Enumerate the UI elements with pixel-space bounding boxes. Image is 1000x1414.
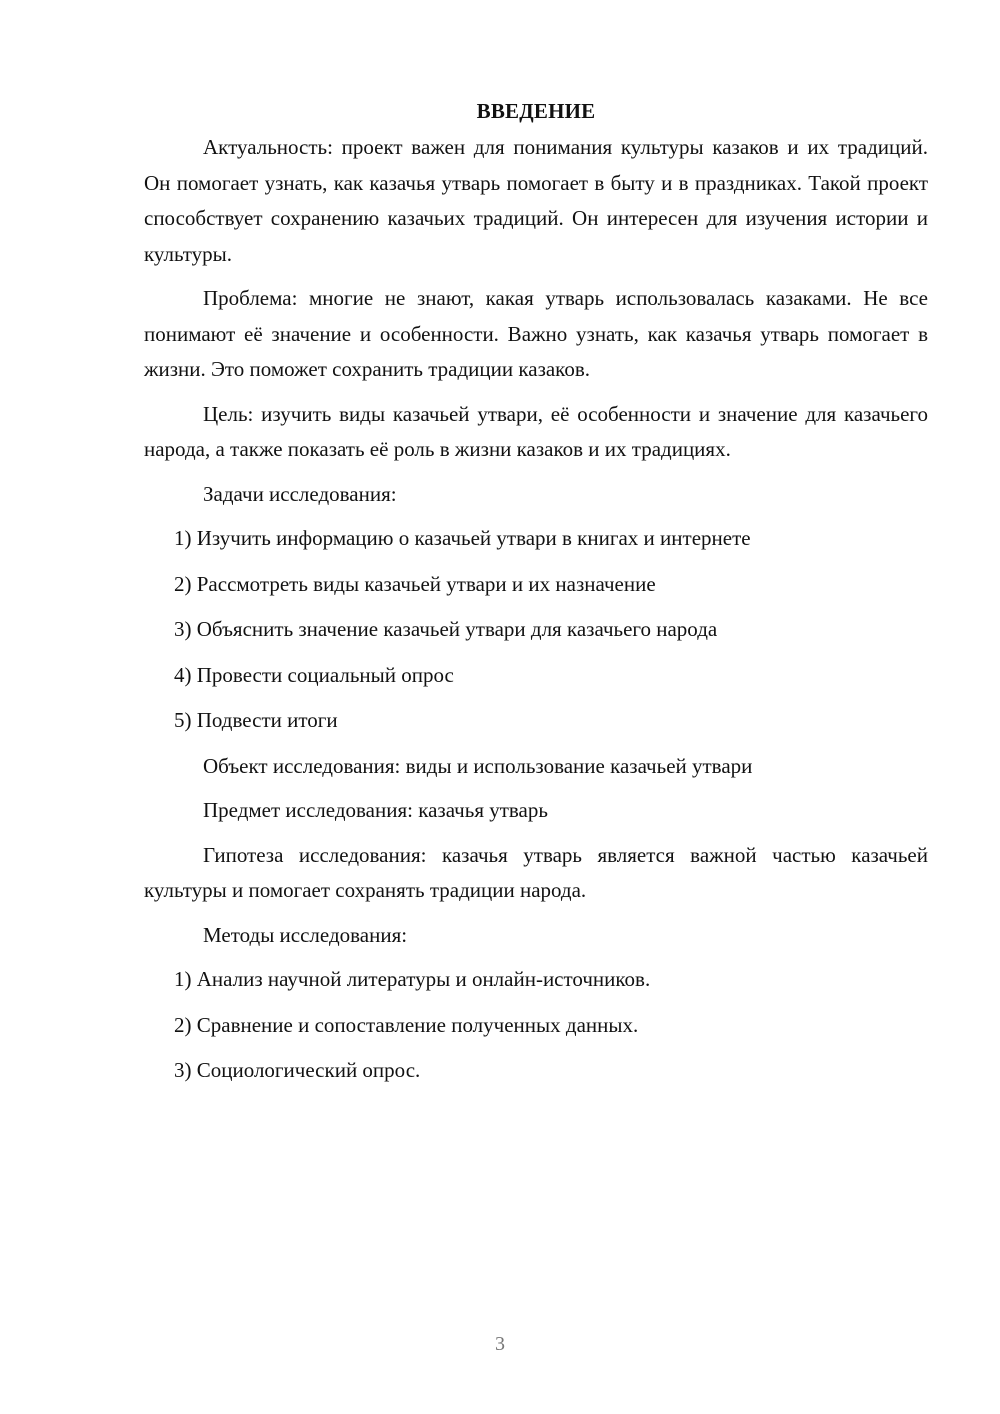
task-item: 4) Провести социальный опрос	[174, 662, 454, 687]
methods-list	[144, 962, 928, 1089]
task-item: 3) Объяснить значение казачьей утвари для казачьего народа	[174, 617, 718, 641]
task-item: 2) Рассмотреть виды казачьей утвари и их назначение	[174, 571, 656, 596]
page-number: 3	[495, 1333, 505, 1355]
method-item: 1) Анализ научной литературы и онлайн-источников.	[174, 967, 651, 991]
tasks-list	[144, 521, 928, 739]
method-item: 3) Социологический опрос.	[174, 1058, 421, 1082]
page-title: ВВЕДЕНИЕ	[476, 99, 596, 123]
hypothesis-paragraph: Гипотеза исследования: казачья утварь является важной частью казачьей культуры и помогает сохранять традиции народа.	[144, 842, 928, 902]
relevance-paragraph: Актуальность: проект важен для понимания культуры казаков и их традиций. Он помогает узнать, как казачья утварь помогает в быту и в праздниках. Такой проект способствует сохранению казачьих традиций. Он интересен для изучения истории и культуры.	[144, 135, 928, 266]
object-paragraph: Объект исследования: виды и использование казачьей утвари	[203, 753, 753, 778]
problem-paragraph: Проблема: многие не знают, какая утварь использовалась казаками. Не все понимают её значение и особенности. Важно узнать, как казачья утварь помогает в жизни. Это поможет сохранить традиции казаков.	[144, 286, 928, 381]
method-item: 2) Сравнение и сопоставление полученных данных.	[174, 1012, 639, 1037]
subject-paragraph: Предмет исследования: казачья утварь	[203, 798, 548, 822]
methods-heading: Методы исследования:	[203, 922, 408, 947]
task-item: 5) Подвести итоги	[174, 708, 338, 732]
goal-paragraph: Цель: изучить виды казачьей утвари, её особенности и значение для казачьего народа, а также показать её роль в жизни казаков и их традициях.	[144, 401, 928, 461]
page-content	[144, 93, 928, 1099]
tasks-heading: Задачи исследования:	[203, 481, 397, 506]
task-item: 1) Изучить информацию о казачьей утвари в книгах и интернете	[174, 526, 751, 550]
